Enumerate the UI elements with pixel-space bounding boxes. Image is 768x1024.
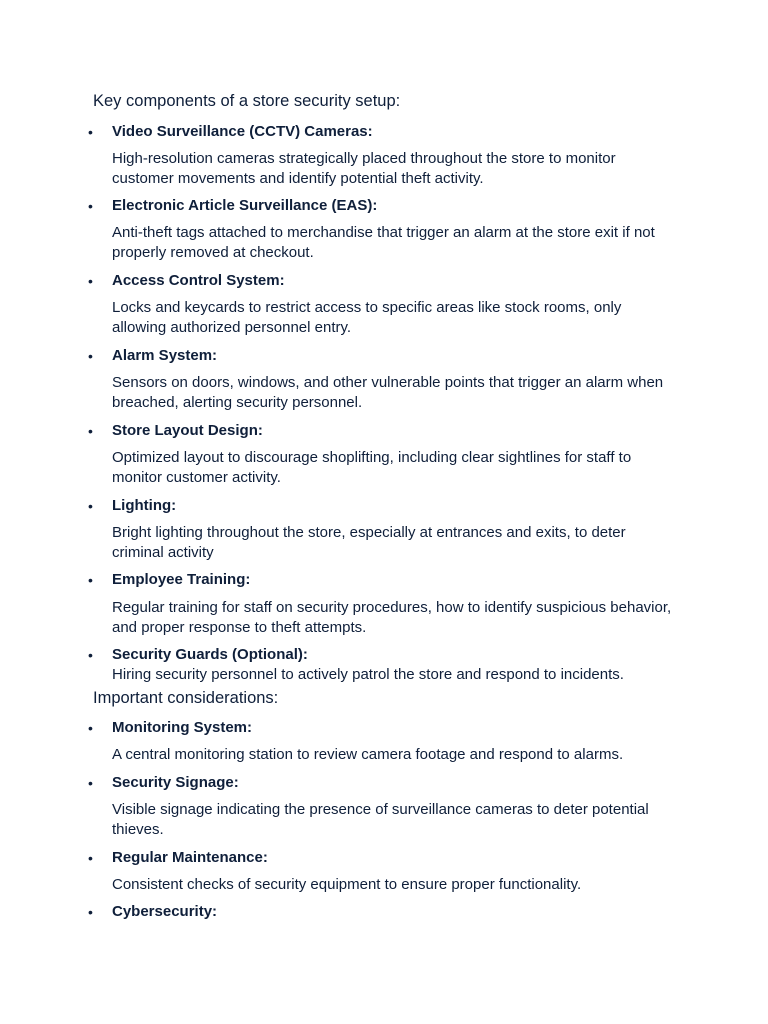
bullet: •: [88, 904, 93, 920]
bullet: •: [88, 273, 93, 289]
item-title: Security Signage:: [112, 774, 239, 791]
item-description: Regular training for staff on security procedures, how to identify suspicious behavior, and proper response to theft attempts.: [112, 599, 672, 636]
item-title: Cybersecurity:: [112, 903, 218, 920]
item-description: High-resolution cameras strategically placed throughout the store to monitor customer movements and identify potential theft activity.: [112, 150, 616, 187]
bullet: •: [88, 775, 93, 791]
item-title: Access Control System:: [112, 272, 285, 289]
bullet: •: [88, 198, 93, 214]
item-title: Video Surveillance (CCTV) Cameras:: [112, 123, 373, 140]
item-title: Alarm System:: [112, 347, 218, 364]
item-description: Consistent checks of security equipment to ensure proper functionality.: [112, 876, 582, 893]
item-title: Security Guards (Optional):: [112, 646, 308, 663]
item-description: Locks and keycards to restrict access to specific areas like stock rooms, only allowing authorized personnel entry.: [112, 299, 622, 336]
item-description: Visible signage indicating the presence of surveillance cameras to deter potential thieves.: [112, 801, 649, 838]
item-description: Hiring security personnel to actively patrol the store and respond to incidents.: [112, 666, 624, 683]
bullet: •: [88, 720, 93, 736]
bullet: •: [88, 647, 93, 663]
bullet: •: [88, 124, 93, 140]
section-heading-key-components: Key components of a store security setup:: [93, 92, 401, 110]
item-title: Lighting:: [112, 497, 177, 514]
item-description: Anti-theft tags attached to merchandise that trigger an alarm at the store exit if not properly removed at checkout.: [112, 224, 655, 261]
bullet: •: [88, 348, 93, 364]
item-title: Monitoring System:: [112, 719, 253, 736]
item-title: Employee Training:: [112, 571, 251, 588]
item-title: Regular Maintenance:: [112, 849, 268, 866]
item-description: Bright lighting throughout the store, especially at entrances and exits, to deter criminal activity: [112, 524, 626, 561]
bullet: •: [88, 572, 93, 588]
bullet: •: [88, 498, 93, 514]
section-heading-important-considerations: Important considerations:: [93, 689, 279, 707]
item-description: Sensors on doors, windows, and other vulnerable points that trigger an alarm when breached, alerting security personnel.: [112, 374, 664, 411]
item-description: Optimized layout to discourage shoplifting, including clear sightlines for staff to monitor customer activity.: [112, 449, 632, 486]
bullet: •: [88, 850, 93, 866]
item-title: Electronic Article Surveillance (EAS):: [112, 197, 378, 214]
bullet: •: [88, 423, 93, 439]
item-title: Store Layout Design:: [112, 422, 263, 439]
item-description: A central monitoring station to review camera footage and respond to alarms.: [112, 746, 624, 763]
